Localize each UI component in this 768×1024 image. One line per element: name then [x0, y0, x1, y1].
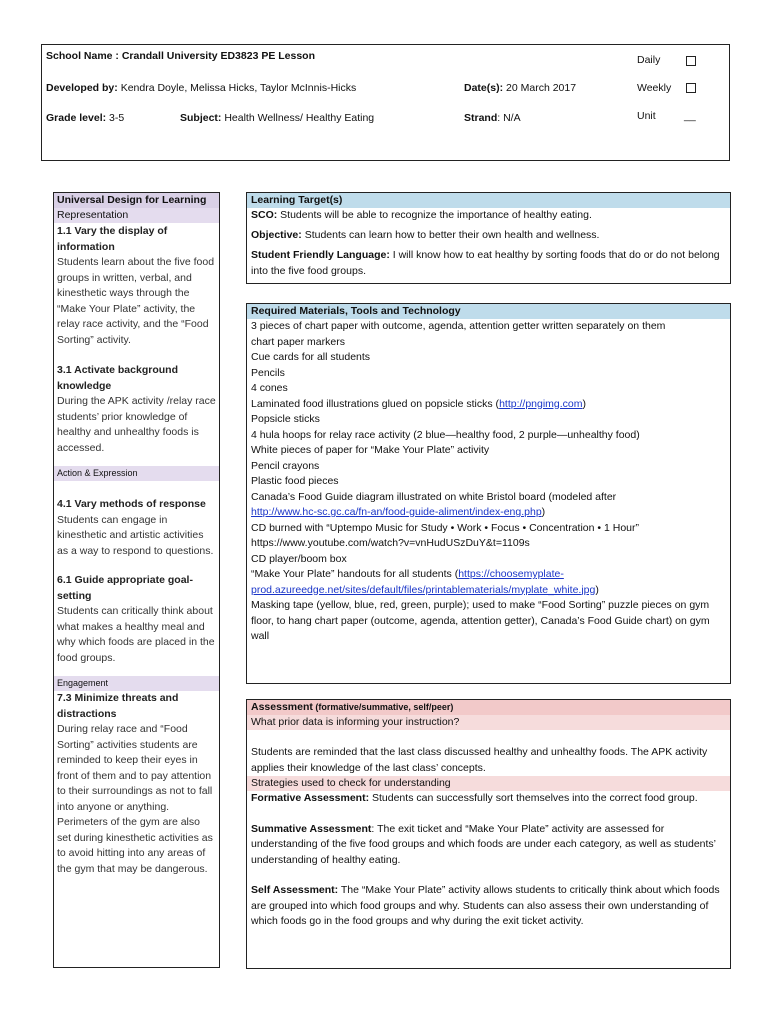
material-item: Laminated food illustrations glued on popsicle sticks (http://pngimg.com) [251, 397, 587, 410]
materials-panel [246, 303, 731, 684]
learning-targets-title: Learning Target(s) [247, 193, 730, 208]
food-guide-link[interactable]: http://www.hc-sc.gc.ca/fn-an/food-guide-aliment/index-eng.php [251, 506, 542, 518]
material-item: Canada’s Food Guide diagram illustrated on white Bristol board (modeled after [251, 490, 617, 503]
sco: SCO: Students will be able to recognize the importance of healthy eating. [251, 209, 592, 221]
developed-by: Developed by: Kendra Doyle, Melissa Hicks, Taylor McInnis-Hicks [46, 82, 357, 94]
lesson-header [41, 44, 730, 161]
summative-assessment: Summative Assessment: The exit ticket and “Make Your Plate” activity are assessed for understanding of the five food groups and which foods are under each category, as well as students’ understanding of healthy eating. [251, 822, 716, 866]
myplate-link-cont[interactable]: prod.azureedge.net/sites/default/files/printablematerials/myplate_white.jpg [251, 583, 596, 596]
material-item: https://www.youtube.com/watch?v=vnHudUSzDuY&t=1109s [251, 537, 530, 549]
udl-4-1-text: Students can engage in kinesthetic and artistic activities as a way to respond to questions. [57, 513, 214, 557]
date: Date(s): 20 March 2017 [464, 82, 577, 94]
unit-mark: __ [684, 110, 696, 122]
learning-targets-panel [246, 192, 731, 284]
udl-1-1-title: 1.1 Vary the display of information [57, 225, 168, 253]
material-item: Cue cards for all students [251, 351, 371, 363]
student-friendly-language: Student Friendly Language: I will know how to eat healthy by sorting foods that do or do not belong into the five food groups. [251, 249, 720, 277]
strategies-heading: Strategies used to check for understanding [247, 776, 730, 791]
weekly-label: Weekly [637, 82, 672, 94]
material-item: White pieces of paper for “Make Your Plate” activity [251, 444, 490, 456]
assessment-panel [246, 699, 731, 969]
udl-6-1-title: 6.1 Guide appropriate goal-setting [57, 574, 193, 602]
material-item: CD burned with “Uptempo Music for Study • Work • Focus • Concentration • 1 Hour” [251, 521, 639, 534]
prior-data-answer: Students are reminded that the last class discussed healthy and unhealthy foods. The APK activity applies their knowledge of the last class’ concepts. [251, 746, 708, 774]
udl-7-3-title: 7.3 Minimize threats and distractions [57, 692, 179, 720]
material-item: 4 cones [251, 382, 288, 394]
udl-6-1-text: Students can critically think about what makes a healthy meal and why which foods are placed in the food groups. [57, 605, 215, 664]
udl-1-1-text: Students learn about the five food groups in written, verbal, and kinesthetic ways through the “Make Your Plate” activity, the relay race activity, and the “Food Sorting” activity. [57, 256, 215, 346]
weekly-checkbox[interactable] [686, 83, 696, 93]
material-item: http://www.hc-sc.gc.ca/fn-an/food-guide-aliment/index-eng.php) [251, 506, 546, 518]
strand: Strand: N/A [464, 112, 521, 124]
udl-7-3-text: During relay race and “Food Sorting” activities students are reminded to keep their eyes in front of them and to pay attention to their surroundings as not to fall into anyone or anything. Perimeters of the gym are also set during kinesthetic activities as to avoid hitting into any areas of the gym that may be dangerous. [57, 723, 213, 875]
udl-4-1-title: 4.1 Vary methods of response [57, 498, 206, 510]
unit-label: Unit [637, 110, 656, 122]
engagement-heading: Engagement [54, 676, 219, 691]
objective: Objective: Students can learn how to better their own health and wellness. [251, 228, 600, 241]
udl-panel [53, 192, 220, 968]
material-item: Pencils [251, 366, 285, 379]
pngimg-link[interactable]: http://pngimg.com [499, 397, 583, 410]
material-item: Plastic food pieces [251, 475, 339, 487]
prior-data-question: What prior data is informing your instruction? [247, 715, 730, 730]
material-item: Masking tape (yellow, blue, red, green, purple); used to make “Food Sorting” puzzle pieces on gym floor, to hang chart paper (outcome, agenda, attention getter), Canada’s Food Guide chart) on gym wall [251, 599, 710, 642]
subject: Subject: Health Wellness/ Healthy Eating [180, 112, 375, 124]
grade-level: Grade level: 3-5 [46, 112, 125, 124]
material-item: 4 hula hoops for relay race activity (2 blue—healthy food, 2 purple—unhealthy food) [251, 428, 640, 441]
self-assessment: Self Assessment: The “Make Your Plate” activity allows students to critically think about which foods are grouped into which food groups and why. Students can also assess their own understanding of which foods go in the food groups and why during the exit ticket activity. [251, 884, 720, 927]
myplate-link[interactable]: https://choosemyplate- [458, 568, 564, 580]
materials-title: Required Materials, Tools and Technology [247, 304, 730, 319]
daily-checkbox[interactable] [686, 56, 696, 66]
material-item: “Make Your Plate” handouts for all students (https://choosemyplate- [251, 568, 564, 580]
material-item: Pencil crayons [251, 459, 320, 472]
assessment-title: Assessment (formative/summative, self/peer) [247, 700, 730, 715]
udl-3-1-text: During the APK activity /relay race students’ prior knowledge of healthy and unhealthy foods is accessed. [57, 395, 216, 454]
material-item: CD player/boom box [251, 552, 347, 565]
school-name: School Name : Crandall University ED3823 PE Lesson [46, 50, 316, 62]
material-item: Popsicle sticks [251, 413, 320, 425]
material-item: chart paper markers [251, 335, 345, 348]
udl-3-1-title: 3.1 Activate background knowledge [57, 364, 178, 392]
representation-heading: Representation [54, 208, 219, 223]
action-expression-heading: Action & Expression [54, 466, 219, 481]
material-item: 3 pieces of chart paper with outcome, agenda, attention getter written separately on them [251, 320, 666, 332]
material-item: prod.azureedge.net/sites/default/files/printablematerials/myplate_white.jpg) [251, 583, 599, 596]
daily-label: Daily [637, 54, 661, 66]
udl-title: Universal Design for Learning [54, 193, 219, 208]
formative-assessment: Formative Assessment: Students can successfully sort themselves into the correct food group. [251, 792, 698, 804]
